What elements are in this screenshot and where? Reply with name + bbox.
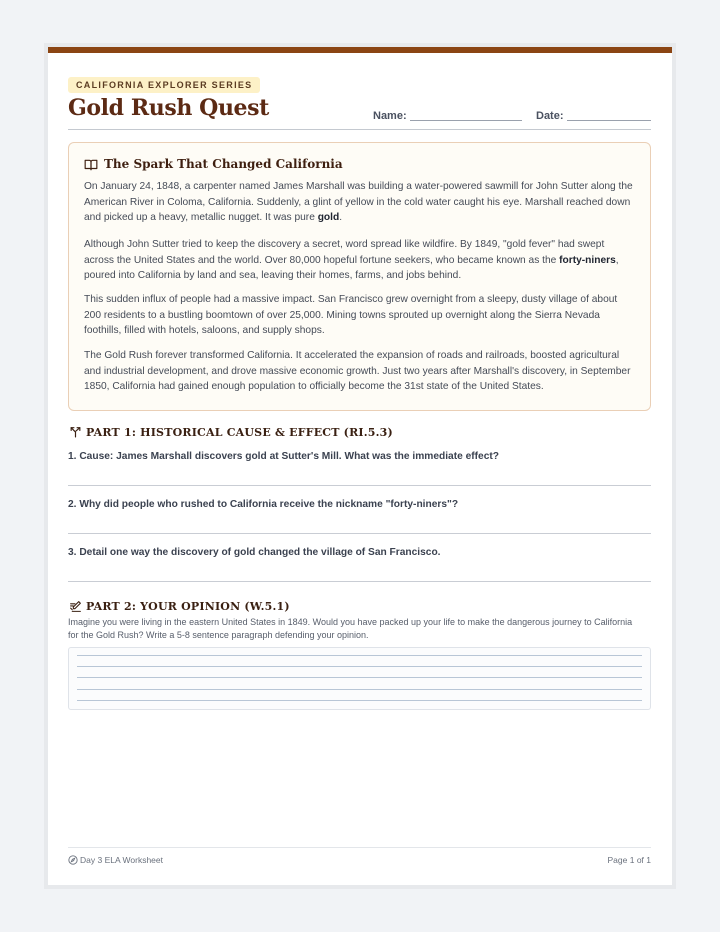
branch-arrows-icon	[69, 425, 82, 438]
emphasis-text: gold	[317, 212, 340, 224]
date-label: Date:	[536, 110, 564, 122]
answer-line-1[interactable]	[68, 485, 651, 486]
worksheet-frame	[44, 43, 676, 889]
question-2	[68, 499, 458, 510]
text-segment: On January 24, 1848, a carpenter named James Marshall was building a water-powered sawmill for John Sutter along the American River in Coloma, California. Suddenly, a glint of yellow in the cold water caught his eye. Marshall reached down and picked up a heavy, metallic nugget. It was pure	[84, 181, 633, 224]
worksheet-page	[48, 47, 672, 885]
text-segment: , poured into California by land and sea, leaving their homes, farms, and jobs behind.	[84, 254, 619, 282]
part1-heading: PART 1: HISTORICAL CAUSE & EFFECT (RI.5.3)	[86, 426, 393, 439]
page-title: Gold Rush Quest	[68, 95, 269, 121]
question-3	[68, 547, 441, 558]
name-field[interactable]	[410, 120, 522, 121]
date-field[interactable]	[567, 120, 651, 121]
pencil-paper-icon	[69, 600, 82, 613]
footer-label	[68, 855, 163, 865]
passage-paragraph	[84, 292, 634, 339]
writing-line	[77, 677, 642, 678]
passage-paragraph	[84, 237, 634, 284]
page-number: Page 1 of 1	[607, 855, 651, 865]
text-segment: Although John Sutter tried to keep the discovery a secret, word spread like wildfire. By 1849, "gold fever" had swept across the United States and the world. Over 80,000 hopeful fortune seekers, who became known as the	[84, 239, 605, 266]
text-segment: ?	[492, 451, 500, 462]
answer-line-3[interactable]	[68, 581, 651, 582]
answer-line-2[interactable]	[68, 533, 651, 534]
question-1	[68, 451, 499, 462]
writing-line	[77, 655, 642, 656]
passage-paragraph	[84, 179, 634, 226]
emphasis-text: effect	[465, 451, 493, 462]
part2-heading: PART 2: YOUR OPINION (W.5.1)	[86, 600, 290, 613]
text-segment: 3. Detail one way the discovery of gold changed the village of San Francisco.	[68, 547, 441, 558]
opinion-prompt: Imagine you were living in the eastern United States in 1849. Would you have packed up your life to make the dangerous journey to California for the Gold Rush? Write a 5-8 sentence paragraph defending your opinion.	[68, 617, 633, 640]
text-segment: This sudden influx of people had a massive impact. San Francisco grew overnight from a sleepy, dusty village of about 200 residents to a bustling boomtown of over 25,000. Mining towns sprouted up overnight along the Sierra Nevada foothills, filled with hotels, saloons, and supply shops.	[84, 294, 618, 337]
opinion-writing-area[interactable]	[68, 647, 651, 710]
compass-icon	[68, 855, 78, 865]
passage-paragraph	[84, 348, 634, 395]
writing-line	[77, 666, 642, 667]
top-accent-bar	[48, 47, 672, 53]
footer-left-text: Day 3 ELA Worksheet	[80, 855, 163, 865]
text-segment: 2. Why did people who rushed to California receive the nickname "forty-niners"?	[68, 499, 459, 510]
name-label: Name:	[373, 110, 407, 122]
text-segment: The Gold Rush forever transformed California. It accelerated the expansion of roads and railroads, boosted agricultural and industrial development, and drove massive economic growth. Just two years after Marshall's discovery, in September 1850, California had gained enough population to officially become the 31st state of the United States.	[84, 350, 631, 393]
text-segment: .	[339, 212, 343, 224]
series-badge: CALIFORNIA EXPLORER SERIES	[68, 77, 260, 93]
writing-line	[77, 700, 642, 701]
open-book-icon	[84, 158, 98, 172]
passage-title: The Spark That Changed California	[104, 157, 343, 171]
text-segment: 1. Cause: James Marshall discovers gold at Sutter's Mill. What was the immediate	[68, 451, 466, 462]
header-divider	[68, 129, 651, 130]
writing-line	[77, 689, 642, 690]
reading-passage	[68, 142, 651, 411]
footer-divider	[68, 847, 651, 848]
emphasis-text: forty-niners	[559, 254, 616, 266]
